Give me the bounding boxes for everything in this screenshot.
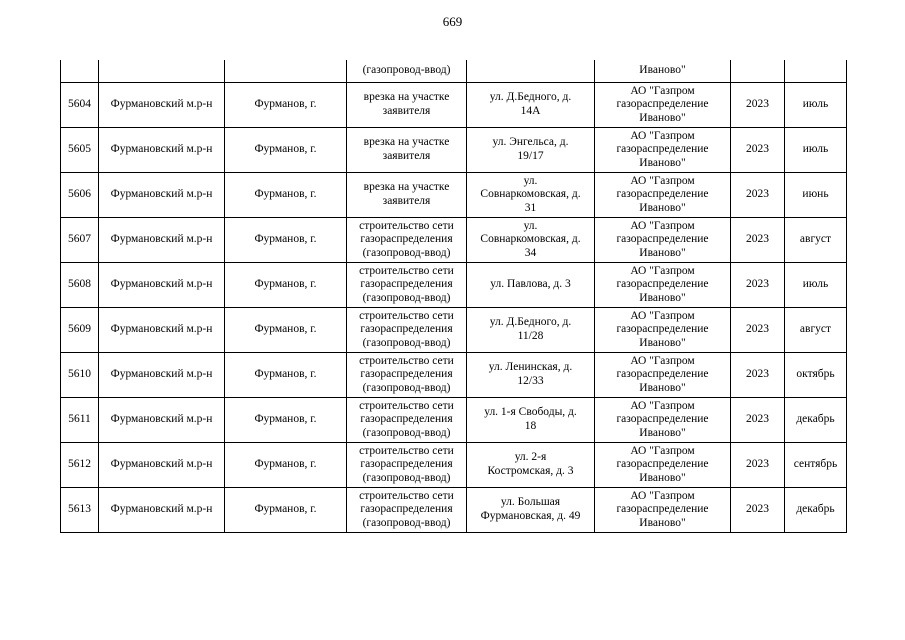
cell-address: ул. Совнаркомовская, д. 31	[467, 173, 595, 218]
table-row	[61, 398, 847, 443]
cell-year: 2023	[731, 398, 785, 443]
cell-year: 2023	[731, 83, 785, 128]
cell-year: 2023	[731, 488, 785, 533]
cell-work: строительство сети газораспределения (газопровод-ввод)	[347, 308, 467, 353]
gas-works-table	[60, 60, 847, 533]
cell-num: 5612	[61, 443, 99, 488]
cell-month: июль	[785, 128, 847, 173]
cell-district: Фурмановский м.р-н	[99, 263, 225, 308]
cell-org: АО "Газпром газораспределение Иваново"	[595, 173, 731, 218]
cell-address: ул. Павлова, д. 3	[467, 263, 595, 308]
cell-month: август	[785, 218, 847, 263]
cell-month: октябрь	[785, 353, 847, 398]
cell-org: АО "Газпром газораспределение Иваново"	[595, 218, 731, 263]
cell-city: Фурманов, г.	[225, 488, 347, 533]
cell-address: ул. 2-я Костромская, д. 3	[467, 443, 595, 488]
cell-num: 5611	[61, 398, 99, 443]
cell-year: 2023	[731, 128, 785, 173]
cell-address: ул. Ленинская, д. 12/33	[467, 353, 595, 398]
table-row	[61, 218, 847, 263]
cell-address: ул. 1-я Свободы, д. 18	[467, 398, 595, 443]
cell-district: Фурмановский м.р-н	[99, 218, 225, 263]
cell-year: 2023	[731, 173, 785, 218]
cell-month: декабрь	[785, 398, 847, 443]
cell-city: Фурманов, г.	[225, 443, 347, 488]
cell-org: АО "Газпром газораспределение Иваново"	[595, 308, 731, 353]
cell-city: Фурманов, г.	[225, 173, 347, 218]
cell-org: АО "Газпром газораспределение Иваново"	[595, 83, 731, 128]
cell-year: 2023	[731, 443, 785, 488]
cell-month: сентябрь	[785, 443, 847, 488]
continuation-row	[61, 60, 847, 83]
cell-address: ул. Д.Бедного, д. 14А	[467, 83, 595, 128]
cell-work: строительство сети газораспределения (газопровод-ввод)	[347, 398, 467, 443]
cell-year: 2023	[731, 308, 785, 353]
cell-address: ул. Совнаркомовская, д. 34	[467, 218, 595, 263]
cell-work: строительство сети газораспределения (газопровод-ввод)	[347, 443, 467, 488]
cell-num	[61, 60, 99, 83]
table-row	[61, 128, 847, 173]
table-row	[61, 443, 847, 488]
table-row	[61, 173, 847, 218]
cell-year: 2023	[731, 218, 785, 263]
cell-year	[731, 60, 785, 83]
cell-address: ул. Большая Фурмановская, д. 49	[467, 488, 595, 533]
cell-district	[99, 60, 225, 83]
cell-district: Фурмановский м.р-н	[99, 308, 225, 353]
cell-month	[785, 60, 847, 83]
cell-org: АО "Газпром газораспределение Иваново"	[595, 398, 731, 443]
cell-address: ул. Д.Бедного, д. 11/28	[467, 308, 595, 353]
cell-city: Фурманов, г.	[225, 128, 347, 173]
cell-month: июнь	[785, 173, 847, 218]
cell-district: Фурмановский м.р-н	[99, 83, 225, 128]
cell-num: 5607	[61, 218, 99, 263]
cell-address: ул. Энгельса, д. 19/17	[467, 128, 595, 173]
cell-work: строительство сети газораспределения (газопровод-ввод)	[347, 218, 467, 263]
cell-city: Фурманов, г.	[225, 83, 347, 128]
cell-month: август	[785, 308, 847, 353]
cell-num: 5606	[61, 173, 99, 218]
cell-year: 2023	[731, 353, 785, 398]
cell-num: 5608	[61, 263, 99, 308]
cell-month: декабрь	[785, 488, 847, 533]
cell-num: 5609	[61, 308, 99, 353]
cell-num: 5610	[61, 353, 99, 398]
cell-work: (газопровод-ввод)	[347, 60, 467, 83]
cell-work: врезка на участке заявителя	[347, 128, 467, 173]
cell-district: Фурмановский м.р-н	[99, 353, 225, 398]
cell-work: строительство сети газораспределения (газопровод-ввод)	[347, 488, 467, 533]
cell-year: 2023	[731, 263, 785, 308]
cell-district: Фурмановский м.р-н	[99, 128, 225, 173]
cell-org: АО "Газпром газораспределение Иваново"	[595, 353, 731, 398]
table-row	[61, 308, 847, 353]
cell-work: строительство сети газораспределения (газопровод-ввод)	[347, 353, 467, 398]
cell-district: Фурмановский м.р-н	[99, 488, 225, 533]
cell-month: июль	[785, 263, 847, 308]
cell-city: Фурманов, г.	[225, 308, 347, 353]
table-body	[61, 60, 847, 533]
table-row	[61, 263, 847, 308]
table-row	[61, 353, 847, 398]
cell-work: врезка на участке заявителя	[347, 83, 467, 128]
cell-org: АО "Газпром газораспределение Иваново"	[595, 443, 731, 488]
cell-num: 5613	[61, 488, 99, 533]
cell-city: Фурманов, г.	[225, 263, 347, 308]
cell-city: Фурманов, г.	[225, 398, 347, 443]
table-row	[61, 83, 847, 128]
cell-city: Фурманов, г.	[225, 218, 347, 263]
page-number: 669	[442, 14, 463, 29]
cell-district: Фурмановский м.р-н	[99, 173, 225, 218]
cell-num: 5604	[61, 83, 99, 128]
table-row	[61, 488, 847, 533]
cell-district: Фурмановский м.р-н	[99, 443, 225, 488]
cell-org: АО "Газпром газораспределение Иваново"	[595, 128, 731, 173]
cell-district: Фурмановский м.р-н	[99, 398, 225, 443]
cell-org: АО "Газпром газораспределение Иваново"	[595, 263, 731, 308]
cell-org: АО "Газпром газораспределение Иваново"	[595, 488, 731, 533]
cell-num: 5605	[61, 128, 99, 173]
cell-city: Фурманов, г.	[225, 353, 347, 398]
cell-address	[467, 60, 595, 83]
cell-month: июль	[785, 83, 847, 128]
cell-work: врезка на участке заявителя	[347, 173, 467, 218]
cell-work: строительство сети газораспределения (газопровод-ввод)	[347, 263, 467, 308]
cell-org: Иваново"	[595, 60, 731, 83]
cell-city	[225, 60, 347, 83]
